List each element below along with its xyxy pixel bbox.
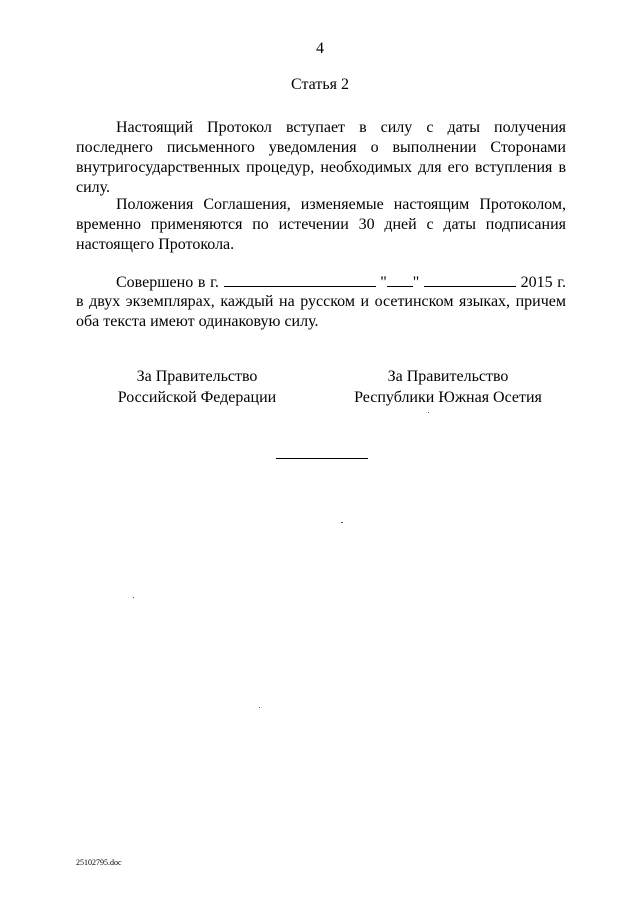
closing-divider-line	[276, 458, 368, 459]
paragraph-entry-into-force	[76, 118, 566, 198]
quote-close: "	[412, 274, 420, 291]
scan-speck	[428, 412, 429, 413]
paragraph-done-at	[76, 272, 566, 293]
paragraph-done-at-continued: в двух экземплярах, каждый на русском и осетинском языках, причем оба текста имеют одинаковую силу.	[76, 293, 566, 330]
signature-block-south-ossetia	[328, 366, 568, 408]
signature-south-ossetia-line1: За Правительство	[387, 368, 509, 385]
signature-russia-line1: За Правительство	[136, 368, 258, 385]
scan-speck	[259, 707, 260, 708]
place-blank-line	[224, 272, 376, 287]
scan-speck	[341, 522, 343, 523]
page-number: 4	[316, 40, 324, 57]
paragraph-provisional-application-text: Положения Соглашения, изменяемые настоящим Протоколом, временно применяются по истечении 30 дней с даты подписания настоящего Протокола.	[76, 196, 566, 253]
footer-document-reference: 25102795.doc	[76, 858, 122, 867]
day-blank-line	[387, 272, 413, 287]
done-at-prefix: Совершено в г.	[116, 274, 219, 291]
quote-open: "	[380, 274, 387, 291]
article-title: Статья 2	[291, 76, 349, 93]
signature-south-ossetia-line2: Республики Южная Осетия	[354, 389, 542, 406]
year-text: 2015 г.	[520, 274, 567, 291]
signature-russia-line2: Российской Федерации	[117, 389, 277, 406]
month-blank-line	[424, 272, 516, 287]
paragraph-provisional-application	[76, 195, 566, 255]
scan-speck	[133, 597, 134, 598]
paragraph-entry-into-force-text: Настоящий Протокол вступает в силу с даты получения последнего письменного уведомления о выполнении Сторонами внутригосударственных процедур, необходимых для его вступления в силу.	[76, 119, 566, 196]
signature-block-russia	[77, 366, 317, 408]
